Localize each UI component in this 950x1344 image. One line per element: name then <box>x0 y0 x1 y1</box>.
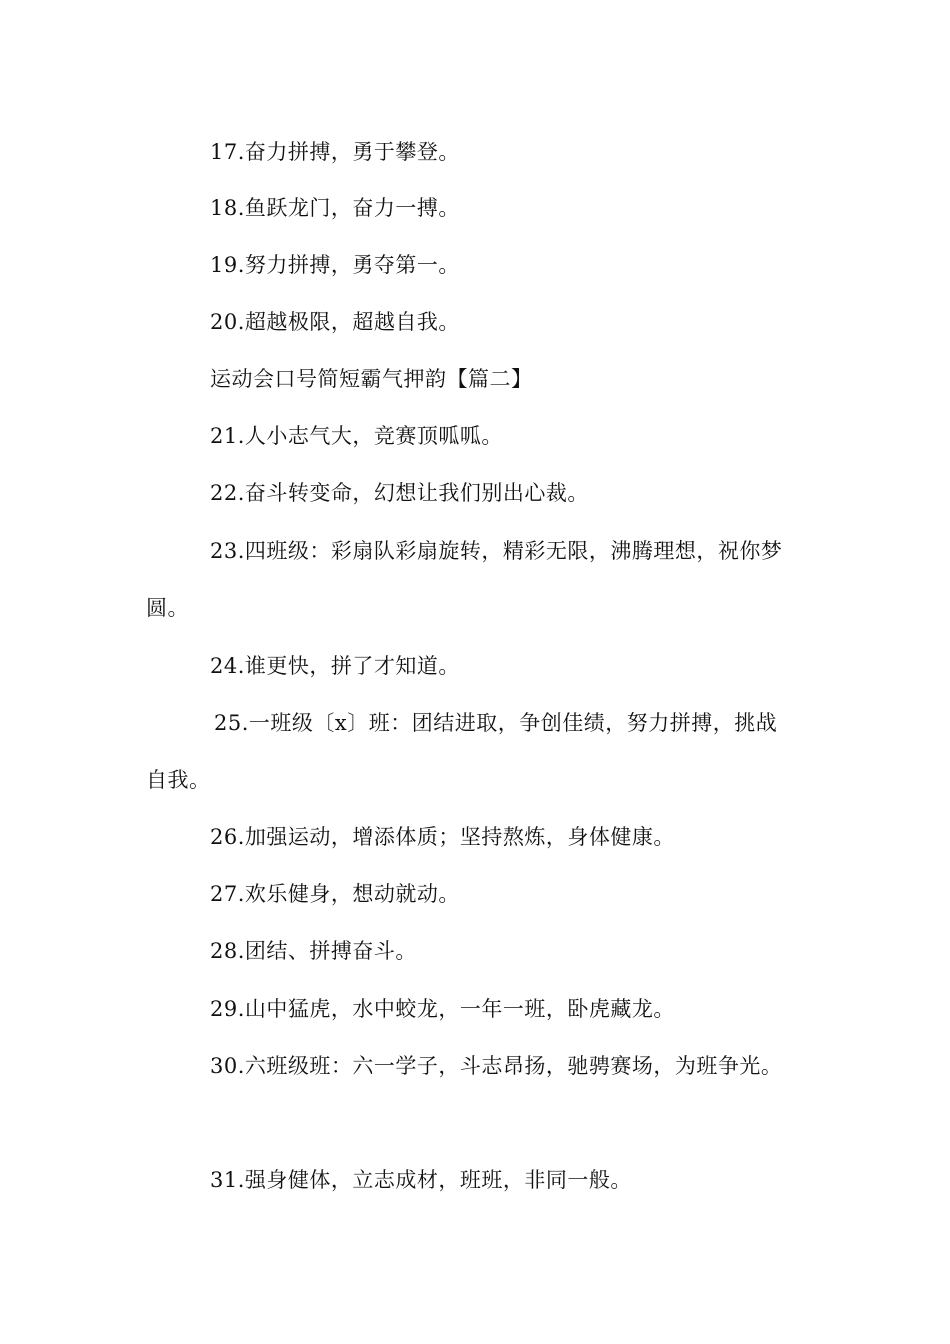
section-heading: 运动会口号简短霸气押韵【篇二】 <box>210 367 533 391</box>
slogan-31: 31.强身健体，立志成材，班班，非同一般。 <box>210 1168 632 1192</box>
slogan-18: 18.鱼跃龙门，奋力一搏。 <box>210 196 460 220</box>
slogan-28: 28.团结、拼搏奋斗。 <box>210 939 417 963</box>
slogan-23: 23.四班级：彩扇队彩扇旋转，精彩无限，沸腾理想，祝你梦 <box>210 539 783 563</box>
slogan-19: 19.努力拼搏，勇夺第一。 <box>210 253 460 277</box>
slogan-26: 26.加强运动，增添体质；坚持熬炼，身体健康。 <box>210 825 675 849</box>
slogan-20: 20.超越极限，超越自我。 <box>210 310 460 334</box>
slogan-21: 21.人小志气大，竞赛顶呱呱。 <box>210 424 503 448</box>
slogan-24: 24.谁更快，拼了才知道。 <box>210 654 460 678</box>
slogan-25: 25.一班级〔x〕班：团结进取，争创佳绩，努力拼搏，挑战 <box>214 711 778 735</box>
slogan-22: 22.奋斗转变命，幻想让我们别出心裁。 <box>210 481 589 505</box>
slogan-30: 30.六班级班：六一学子，斗志昂扬，驰骋赛场，为班争光。 <box>210 1054 783 1078</box>
slogan-23-continued: 圆。 <box>146 596 189 620</box>
slogan-25-continued: 自我。 <box>146 768 211 792</box>
slogan-17: 17.奋力拼搏，勇于攀登。 <box>210 140 460 164</box>
slogan-29: 29.山中猛虎，水中蛟龙，一年一班，卧虎藏龙。 <box>210 997 675 1021</box>
slogan-27: 27.欢乐健身，想动就动。 <box>210 882 460 906</box>
